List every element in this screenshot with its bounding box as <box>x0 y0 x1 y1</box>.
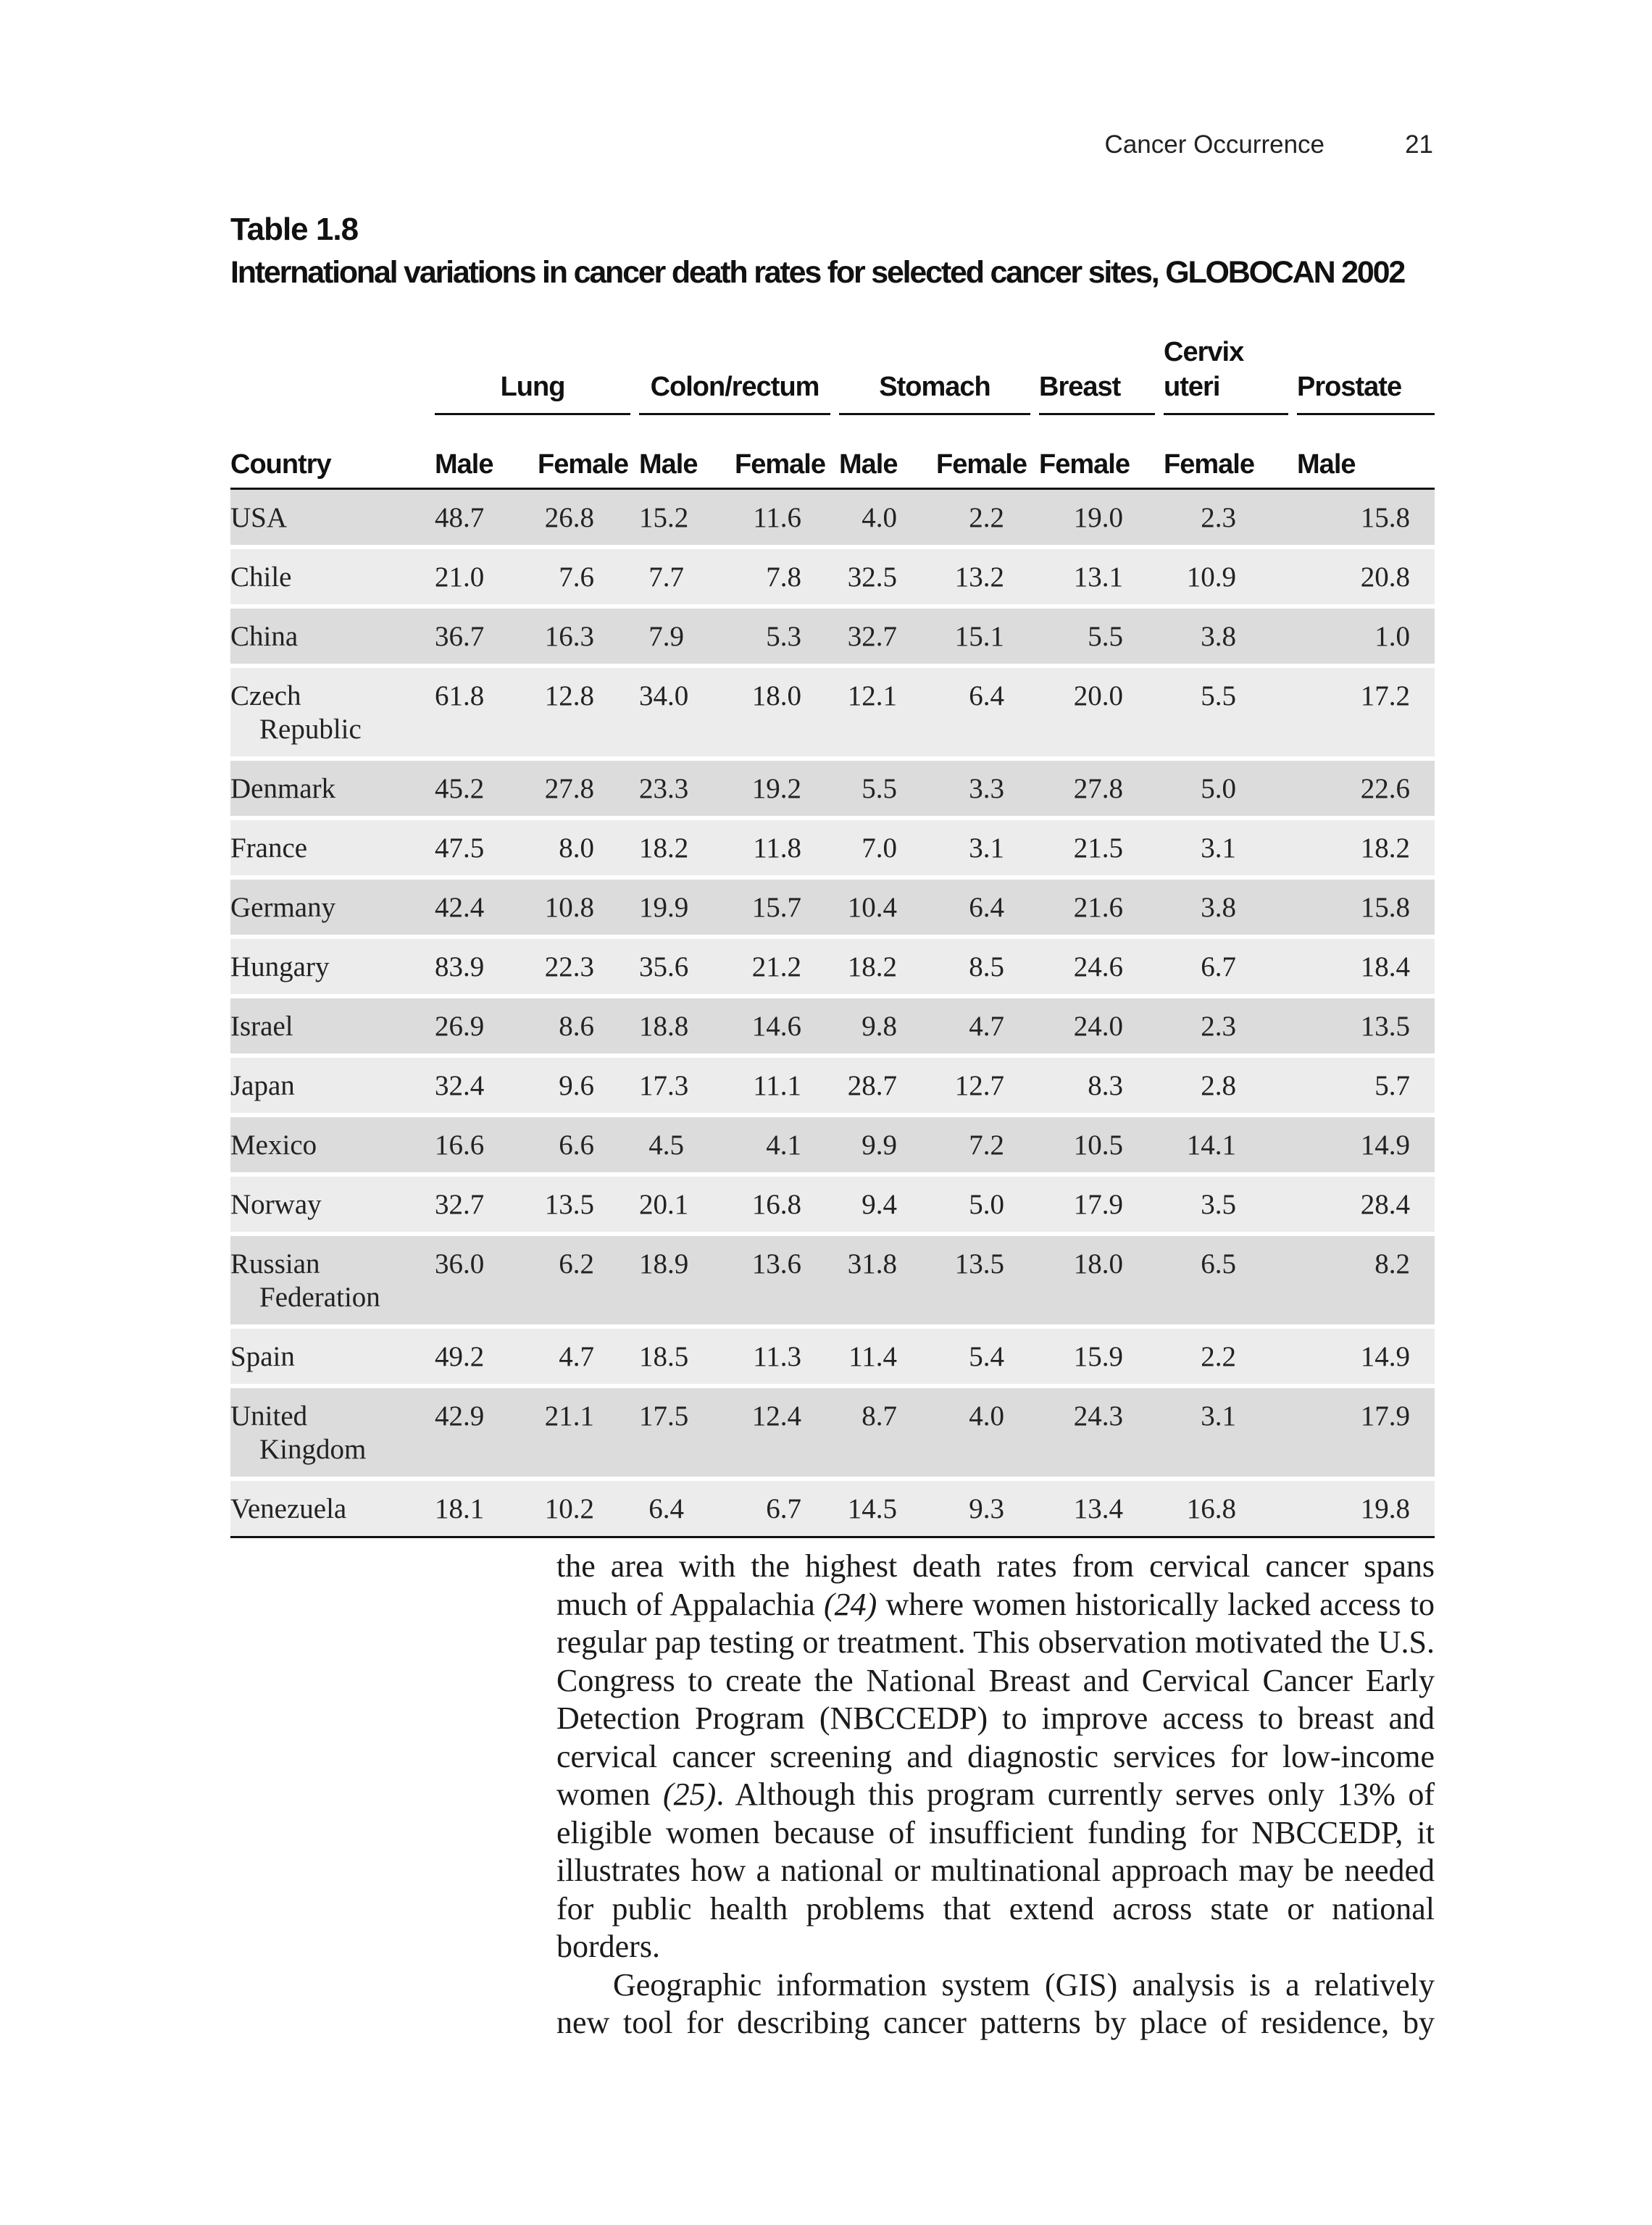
rate-cell: 9.4 <box>839 1174 936 1234</box>
rate-cell: 24.3 <box>1039 1386 1164 1479</box>
rate-cell: 12.8 <box>538 666 639 759</box>
rate-cell: 17.2 <box>1297 666 1435 759</box>
group-header-colon-rectum: Colon/rectum <box>639 335 839 424</box>
subheader-country: Country <box>230 424 435 489</box>
group-header-breast: Breast <box>1039 335 1164 424</box>
table-row <box>230 937 1435 996</box>
rate-cell: 42.4 <box>435 877 538 937</box>
rate-cell: 21.0 <box>435 547 538 606</box>
rate-cell: 20.1 <box>639 1174 735 1234</box>
country-cell <box>230 489 435 548</box>
rate-cell: 28.4 <box>1297 1174 1435 1234</box>
table-row <box>230 1327 1435 1386</box>
rate-cell: 36.7 <box>435 606 538 666</box>
rate-cell: 32.4 <box>435 1056 538 1115</box>
subheader-lung-female: Female <box>538 424 639 489</box>
country-cell <box>230 1479 435 1537</box>
rate-cell: 12.4 <box>735 1386 839 1479</box>
rate-cell: 8.0 <box>538 818 639 877</box>
rate-cell: 16.3 <box>538 606 639 666</box>
group-header-row <box>230 335 1435 424</box>
rate-cell: 8.3 <box>1039 1056 1164 1115</box>
rate-cell: 21.2 <box>735 937 839 996</box>
table-body <box>230 489 1435 1537</box>
table-row <box>230 1234 1435 1327</box>
rate-cell: 23.3 <box>639 759 735 818</box>
table-caption: International variations in cancer death rates for selected cancer sites, GLOBOCAN 2002 <box>230 255 1405 290</box>
country-name: USA <box>230 502 288 533</box>
country-name: Chile <box>230 562 292 593</box>
rate-cell: 10.2 <box>538 1479 639 1537</box>
rate-cell: 32.5 <box>839 547 936 606</box>
rate-cell: 2.2 <box>936 489 1039 548</box>
rate-cell: 7.0 <box>839 818 936 877</box>
rate-cell: 18.5 <box>639 1327 735 1386</box>
table-label: Table 1.8 <box>230 212 359 247</box>
rate-cell: 18.9 <box>639 1234 735 1327</box>
rate-cell: 17.5 <box>639 1386 735 1479</box>
rate-cell: 3.1 <box>1164 1386 1297 1479</box>
rate-cell: 7.2 <box>936 1115 1039 1174</box>
rate-cell: 4.0 <box>936 1386 1039 1479</box>
page-number: 21 <box>1405 130 1433 159</box>
rate-cell: 18.4 <box>1297 937 1435 996</box>
table-row <box>230 666 1435 759</box>
rate-cell: 6.6 <box>538 1115 639 1174</box>
country-cell <box>230 996 435 1056</box>
country-name-continuation: Kingdom <box>259 1434 367 1465</box>
group-header-prostate: Prostate <box>1297 335 1435 424</box>
subheader-stomach-female: Female <box>936 424 1039 489</box>
country-name: France <box>230 832 308 864</box>
rate-cell: 7.7 <box>639 547 735 606</box>
rate-cell: 31.8 <box>839 1234 936 1327</box>
rate-cell: 10.5 <box>1039 1115 1164 1174</box>
rate-cell: 18.2 <box>839 937 936 996</box>
rate-cell: 4.5 <box>639 1115 735 1174</box>
rate-cell: 21.1 <box>538 1386 639 1479</box>
table-row <box>230 1115 1435 1174</box>
running-head-title: Cancer Occurrence <box>1104 130 1324 159</box>
rate-cell: 13.1 <box>1039 547 1164 606</box>
country-cell <box>230 666 435 759</box>
table-row <box>230 818 1435 877</box>
table-row <box>230 1056 1435 1115</box>
country-name: Spain <box>230 1341 295 1372</box>
rate-cell: 12.1 <box>839 666 936 759</box>
rate-cell: 4.7 <box>936 996 1039 1056</box>
rate-cell: 32.7 <box>839 606 936 666</box>
subheader-cervix-female: Female <box>1164 424 1297 489</box>
rate-cell: 6.7 <box>735 1479 839 1537</box>
country-name: Russian <box>230 1248 320 1280</box>
rate-cell: 32.7 <box>435 1174 538 1234</box>
country-cell <box>230 547 435 606</box>
country-cell <box>230 1115 435 1174</box>
rate-cell: 11.6 <box>735 489 839 548</box>
rate-cell: 3.5 <box>1164 1174 1297 1234</box>
country-name: Mexico <box>230 1130 317 1161</box>
rate-cell: 5.0 <box>1164 759 1297 818</box>
rate-cell: 19.0 <box>1039 489 1164 548</box>
rate-cell: 6.4 <box>936 666 1039 759</box>
death-rates-table <box>230 335 1435 1538</box>
subheader-lung-male: Male <box>435 424 538 489</box>
rate-cell: 15.1 <box>936 606 1039 666</box>
rate-cell: 3.3 <box>936 759 1039 818</box>
rate-cell: 12.7 <box>936 1056 1039 1115</box>
rate-cell: 13.4 <box>1039 1479 1164 1537</box>
country-name: Hungary <box>230 951 330 982</box>
rate-cell: 24.0 <box>1039 996 1164 1056</box>
rate-cell: 7.9 <box>639 606 735 666</box>
country-cell <box>230 937 435 996</box>
rate-cell: 10.4 <box>839 877 936 937</box>
rate-cell: 45.2 <box>435 759 538 818</box>
rate-cell: 14.9 <box>1297 1115 1435 1174</box>
rate-cell: 18.2 <box>1297 818 1435 877</box>
country-name: China <box>230 621 299 652</box>
rate-cell: 11.4 <box>839 1327 936 1386</box>
rate-cell: 5.4 <box>936 1327 1039 1386</box>
country-cell <box>230 606 435 666</box>
rate-cell: 11.1 <box>735 1056 839 1115</box>
rate-cell: 34.0 <box>639 666 735 759</box>
rate-cell: 15.2 <box>639 489 735 548</box>
rate-cell: 15.8 <box>1297 877 1435 937</box>
rate-cell: 6.5 <box>1164 1234 1297 1327</box>
rate-cell: 4.7 <box>538 1327 639 1386</box>
country-name-continuation: Federation <box>259 1282 380 1313</box>
rate-cell: 20.8 <box>1297 547 1435 606</box>
rate-cell: 42.9 <box>435 1386 538 1479</box>
rate-cell: 9.6 <box>538 1056 639 1115</box>
rate-cell: 15.7 <box>735 877 839 937</box>
rate-cell: 14.6 <box>735 996 839 1056</box>
subheader-prostate-male: Male <box>1297 424 1435 489</box>
rate-cell: 18.8 <box>639 996 735 1056</box>
rate-cell: 18.1 <box>435 1479 538 1537</box>
rate-cell: 6.4 <box>936 877 1039 937</box>
rate-cell: 17.9 <box>1297 1386 1435 1479</box>
rate-cell: 14.5 <box>839 1479 936 1537</box>
rate-cell: 10.8 <box>538 877 639 937</box>
rate-cell: 21.6 <box>1039 877 1164 937</box>
rate-cell: 5.5 <box>1164 666 1297 759</box>
table-row <box>230 1386 1435 1479</box>
country-name: Japan <box>230 1070 295 1101</box>
table-row <box>230 877 1435 937</box>
country-cell <box>230 1234 435 1327</box>
group-header-lung: Lung <box>435 335 639 424</box>
rate-cell: 4.1 <box>735 1115 839 1174</box>
rate-cell: 5.3 <box>735 606 839 666</box>
rate-cell: 24.6 <box>1039 937 1164 996</box>
country-name: Israel <box>230 1011 293 1042</box>
rate-cell: 16.6 <box>435 1115 538 1174</box>
country-cell <box>230 1056 435 1115</box>
rate-cell: 13.5 <box>936 1234 1039 1327</box>
country-cell <box>230 759 435 818</box>
rate-cell: 2.3 <box>1164 996 1297 1056</box>
rate-cell: 9.8 <box>839 996 936 1056</box>
rate-cell: 2.2 <box>1164 1327 1297 1386</box>
group-header-stomach: Stomach <box>839 335 1039 424</box>
rate-cell: 20.0 <box>1039 666 1164 759</box>
rate-cell: 13.6 <box>735 1234 839 1327</box>
rate-cell: 4.0 <box>839 489 936 548</box>
rate-cell: 2.8 <box>1164 1056 1297 1115</box>
rate-cell: 16.8 <box>1164 1479 1297 1537</box>
rate-cell: 6.7 <box>1164 937 1297 996</box>
rate-cell: 3.8 <box>1164 606 1297 666</box>
rate-cell: 9.3 <box>936 1479 1039 1537</box>
rate-cell: 26.9 <box>435 996 538 1056</box>
citation-24: (24) <box>823 1586 877 1622</box>
rate-cell: 9.9 <box>839 1115 936 1174</box>
subheader-colon-female: Female <box>735 424 839 489</box>
table-row <box>230 489 1435 548</box>
group-header-cervix-uteri: Cervix uteri <box>1164 335 1297 424</box>
country-cell <box>230 1174 435 1234</box>
table-row <box>230 759 1435 818</box>
rate-cell: 10.9 <box>1164 547 1297 606</box>
rate-cell: 13.5 <box>1297 996 1435 1056</box>
rate-cell: 18.0 <box>1039 1234 1164 1327</box>
rate-cell: 17.9 <box>1039 1174 1164 1234</box>
rate-cell: 3.1 <box>1164 818 1297 877</box>
table-row <box>230 547 1435 606</box>
rate-cell: 27.8 <box>1039 759 1164 818</box>
table-row <box>230 1479 1435 1537</box>
rate-cell: 7.6 <box>538 547 639 606</box>
country-cell <box>230 877 435 937</box>
table-row <box>230 606 1435 666</box>
table-row <box>230 1174 1435 1234</box>
rate-cell: 5.5 <box>1039 606 1164 666</box>
rate-cell: 22.3 <box>538 937 639 996</box>
rate-cell: 8.2 <box>1297 1234 1435 1327</box>
rate-cell: 27.8 <box>538 759 639 818</box>
rate-cell: 11.8 <box>735 818 839 877</box>
rate-cell: 28.7 <box>839 1056 936 1115</box>
rate-cell: 14.9 <box>1297 1327 1435 1386</box>
rate-cell: 13.2 <box>936 547 1039 606</box>
rate-cell: 5.7 <box>1297 1056 1435 1115</box>
rate-cell: 49.2 <box>435 1327 538 1386</box>
country-cell <box>230 1327 435 1386</box>
rate-cell: 15.9 <box>1039 1327 1164 1386</box>
subheader-colon-male: Male <box>639 424 735 489</box>
country-name: Germany <box>230 892 336 923</box>
rate-cell: 19.9 <box>639 877 735 937</box>
rate-cell: 16.8 <box>735 1174 839 1234</box>
rate-cell: 7.8 <box>735 547 839 606</box>
rate-cell: 26.8 <box>538 489 639 548</box>
rate-cell: 19.8 <box>1297 1479 1435 1537</box>
rate-cell: 8.6 <box>538 996 639 1056</box>
rate-cell: 17.3 <box>639 1056 735 1115</box>
rate-cell: 5.5 <box>839 759 936 818</box>
rate-cell: 6.4 <box>639 1479 735 1537</box>
country-name: Venezuela <box>230 1493 347 1524</box>
rate-cell: 83.9 <box>435 937 538 996</box>
country-name-continuation: Republic <box>259 714 362 745</box>
rate-cell: 48.7 <box>435 489 538 548</box>
rate-cell: 6.2 <box>538 1234 639 1327</box>
country-name: Czech <box>230 680 301 711</box>
country-name: Norway <box>230 1189 322 1220</box>
rate-cell: 13.5 <box>538 1174 639 1234</box>
subheader-row <box>230 424 1435 489</box>
rate-cell: 61.8 <box>435 666 538 759</box>
rate-cell: 47.5 <box>435 818 538 877</box>
country-cell <box>230 818 435 877</box>
rate-cell: 1.0 <box>1297 606 1435 666</box>
rate-cell: 3.8 <box>1164 877 1297 937</box>
rate-cell: 11.3 <box>735 1327 839 1386</box>
rate-cell: 8.5 <box>936 937 1039 996</box>
country-name: United <box>230 1400 308 1432</box>
rate-cell: 36.0 <box>435 1234 538 1327</box>
rate-cell: 8.7 <box>839 1386 936 1479</box>
table-row <box>230 996 1435 1056</box>
rate-cell: 15.8 <box>1297 489 1435 548</box>
rate-cell: 2.3 <box>1164 489 1297 548</box>
paragraph-1: the area with the highest death rates from cervical cancer spans much of Appalachia (24) where women historically lacked access to regular pap testing or treatment. This observation motivated the U.S. Congress to create the National Breast and Cervical Cancer Early Detection Program (NBCCEDP) to improve access to breast and cervical cancer screening and diagnostic services for low-income women (25). Although this program currently serves only 13% of eligible women because of insufficient funding for NBCCEDP, it illustrates how a national or multinational approach may be needed for public health problems that extend across state or national borders. <box>556 1548 1435 1964</box>
country-cell <box>230 1386 435 1479</box>
citation-25: (25) <box>663 1777 717 1812</box>
rate-cell: 19.2 <box>735 759 839 818</box>
rate-cell: 3.1 <box>936 818 1039 877</box>
rate-cell: 18.2 <box>639 818 735 877</box>
rate-cell: 18.0 <box>735 666 839 759</box>
body-text <box>556 1548 1435 2042</box>
subheader-stomach-male: Male <box>839 424 936 489</box>
header-blank <box>230 335 435 424</box>
paragraph-2: Geographic information system (GIS) analysis is a relatively new tool for describing cancer patterns by place of residence, by <box>556 1966 1435 2040</box>
rate-cell: 5.0 <box>936 1174 1039 1234</box>
country-name: Denmark <box>230 773 336 804</box>
rate-cell: 21.5 <box>1039 818 1164 877</box>
rate-cell: 14.1 <box>1164 1115 1297 1174</box>
rate-cell: 22.6 <box>1297 759 1435 818</box>
rate-cell: 35.6 <box>639 937 735 996</box>
subheader-breast-female: Female <box>1039 424 1164 489</box>
